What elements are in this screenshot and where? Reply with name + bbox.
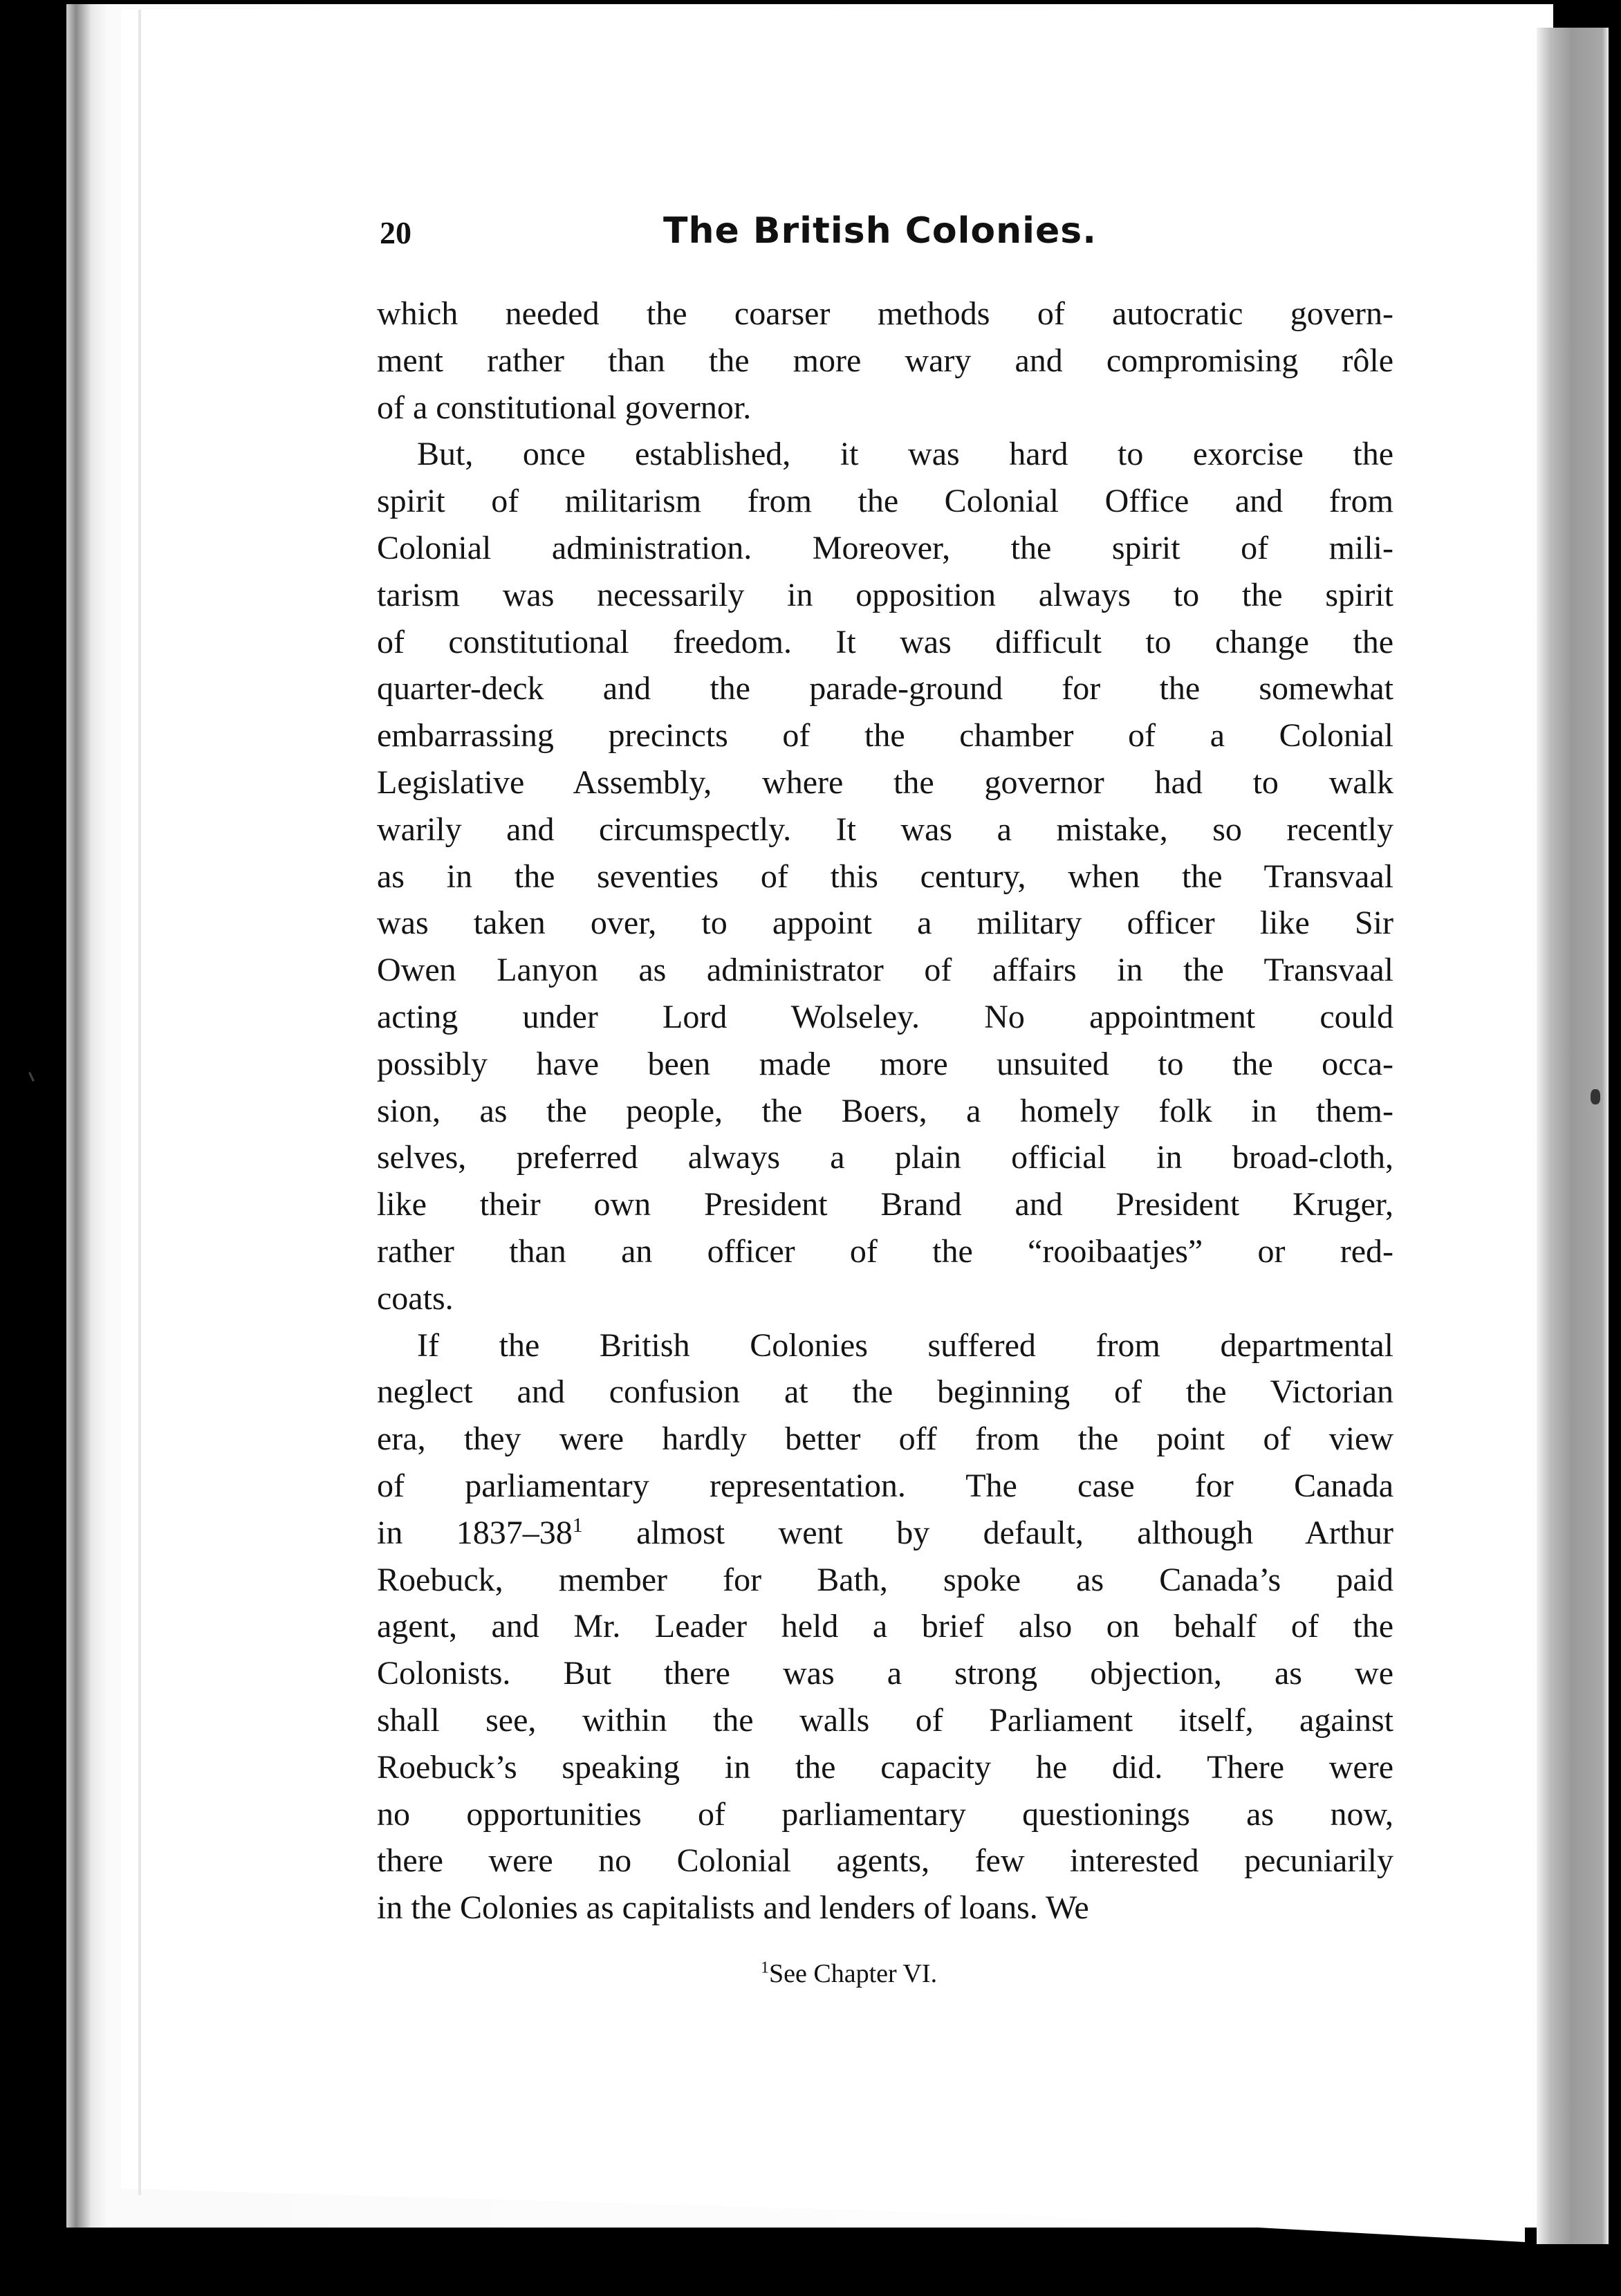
footnote-ref: 1 — [572, 1513, 583, 1537]
page-fold-line — [138, 10, 141, 2195]
text-line: in $1837-38^1$ almost went by default, although Arthur — [377, 1513, 1394, 1551]
text-line: of a constitutional governor. — [377, 389, 752, 426]
text-line: quarter-deck and the parade-ground for the somewhat — [377, 670, 1393, 707]
text-line: Roebuck, member for Bath, spoke as Canada’s paid — [377, 1561, 1393, 1598]
text-line: no opportunities of parliamentary questionings as now, — [377, 1795, 1393, 1833]
page-number: 20 — [380, 215, 411, 250]
footnote — [761, 1959, 937, 1989]
running-title: The British Colonies. — [663, 210, 1097, 252]
text-line: embarrassing precincts of the chamber of a Colonial — [377, 717, 1393, 754]
text-line: Owen Lanyon as administrator of affairs in the Transvaal — [377, 952, 1393, 989]
text-line: of parliamentary representation. The case for Canada — [377, 1467, 1393, 1504]
text-line: coats. — [377, 1279, 454, 1317]
text-line: neglect and confusion at the beginning of the Victorian — [377, 1373, 1393, 1411]
footnote-marker: 1 — [761, 1959, 769, 1977]
text-line: selves, preferred always a plain official in broad-cloth, — [377, 1139, 1393, 1176]
text-line: tarism was necessarily in opposition always to the spirit — [377, 576, 1393, 613]
text-line: as in the seventies of this century, when the Transvaal — [377, 858, 1393, 895]
paragraph — [377, 290, 1393, 431]
text-line: Colonists. But there was a strong objection, as we — [377, 1655, 1393, 1692]
text-line: was taken over, to appoint a military officer like Sir — [377, 905, 1393, 942]
scan-mark — [28, 1072, 35, 1082]
text-line: ment rather than the more wary and compromising rôle — [377, 342, 1393, 379]
text-line: spirit of militarism from the Colonial Office and from — [377, 483, 1393, 520]
text-line: agent, and Mr. Leader held a brief also on behalf of the — [377, 1608, 1393, 1645]
page-header — [380, 210, 1396, 263]
text-line: sion, as the people, the Boers, a homely folk in them- — [377, 1092, 1393, 1129]
text-line: possibly have been made more unsuited to the occa- — [377, 1045, 1393, 1082]
paragraph — [377, 1322, 1393, 1932]
text-line: Roebuck’s speaking in the capacity he did. There were — [377, 1748, 1393, 1786]
text-line: like their own President Brand and President Kruger, — [377, 1186, 1393, 1223]
text-line: If the British Colonies suffered from departmental — [417, 1326, 1393, 1364]
text-line: which needed the coarser methods of autocratic govern- — [377, 295, 1393, 332]
text-line: shall see, within the walls of Parliament itself, against — [377, 1701, 1393, 1739]
ink-speck — [1591, 1089, 1600, 1104]
paragraph — [377, 431, 1393, 1322]
book-right-edge — [1537, 28, 1609, 2244]
text-line: Legislative Assembly, where the governor had to walk — [377, 763, 1393, 801]
text-line: rather than an officer of the “rooibaatjes” or red- — [377, 1232, 1393, 1270]
text-line: warily and circumspectly. It was a mistake, so recently — [377, 811, 1393, 848]
text-line: of constitutional freedom. It was difficult to change the — [377, 623, 1393, 660]
text-line: Colonial administration. Moreover, the spirit of mili- — [377, 529, 1393, 566]
text-line: in the Colonies as capitalists and lenders of loans. We — [377, 1889, 1089, 1927]
text-line: era, they were hardly better off from the point of view — [377, 1420, 1393, 1458]
text-line: acting under Lord Wolseley. No appointment could — [377, 998, 1393, 1035]
body-text — [377, 290, 1393, 1932]
text-line: there were no Colonial agents, few interested pecuniarily — [377, 1842, 1393, 1880]
footnote-text: See Chapter VI. — [769, 1959, 938, 1988]
text-line: But, once established, it was hard to exorcise the — [417, 436, 1393, 473]
